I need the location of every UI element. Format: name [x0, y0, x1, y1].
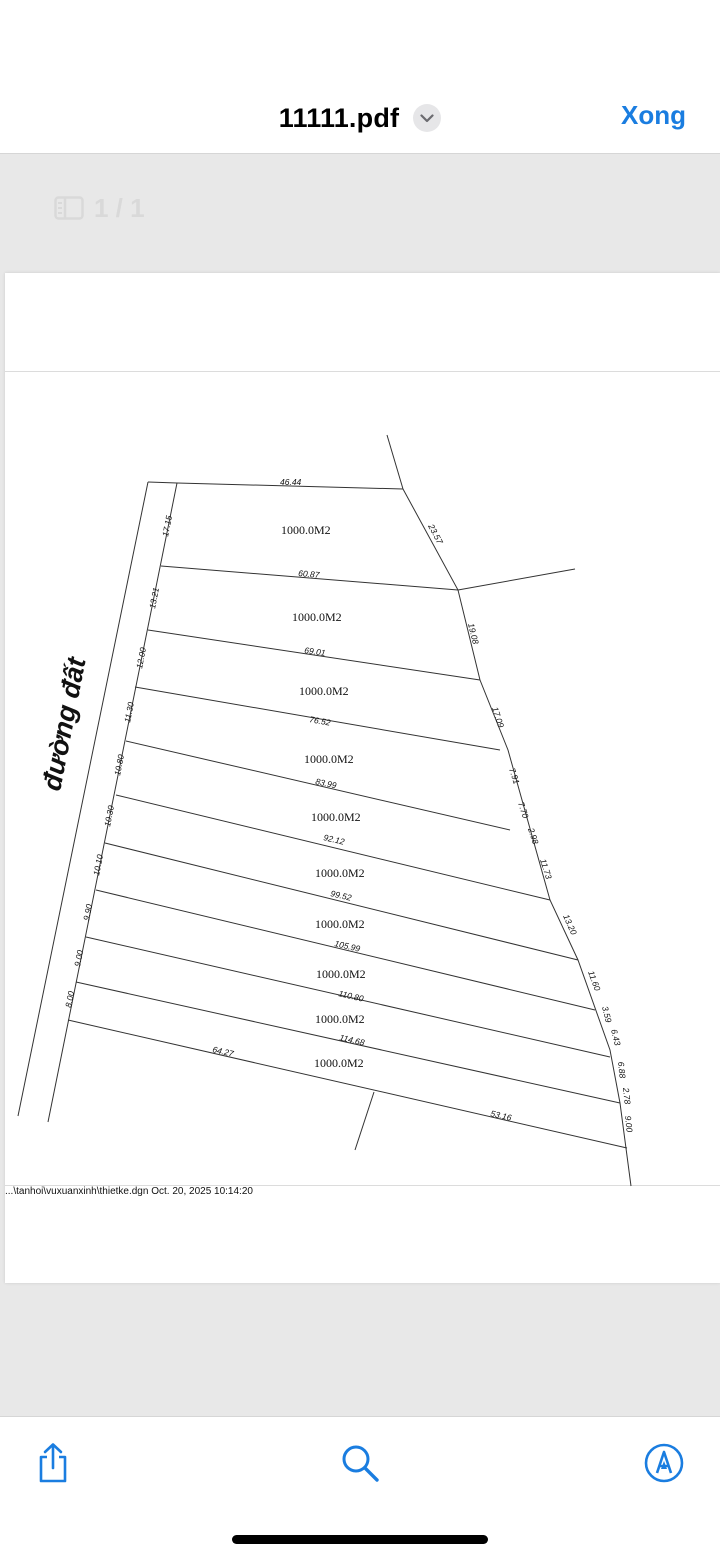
road-edge-top — [148, 482, 177, 483]
length-label: 83.99 — [314, 776, 338, 791]
road-label: đường đất — [36, 655, 92, 794]
length-label: 2.98 — [526, 826, 541, 846]
road-edge-outer — [18, 482, 148, 1116]
area-label: 1000.0M2 — [292, 610, 342, 624]
length-label: 10.80 — [112, 753, 127, 777]
length-label: 23.57 — [426, 522, 446, 546]
length-label: 9.90 — [81, 903, 95, 922]
area-label: 1000.0M2 — [315, 917, 365, 931]
left-edge-length-labels — [63, 514, 174, 1008]
length-label: 10.10 — [91, 853, 106, 877]
length-label: 12.00 — [134, 646, 149, 670]
length-label: 3.59 — [600, 1005, 614, 1024]
length-label: 7.91 — [507, 766, 522, 786]
length-label: 60.87 — [297, 568, 320, 580]
file-path-footer: ...\tanhoi\vuxuanxinh\thietke.dgn Oct. 20, 2025 10:14:20 — [5, 1186, 253, 1197]
search-icon — [340, 1443, 380, 1483]
length-label: 9.00 — [623, 1115, 635, 1133]
page-number: 1 / 1 — [94, 192, 145, 223]
area-label: 1000.0M2 — [299, 684, 349, 698]
right-edge-length-labels — [426, 521, 635, 1133]
length-label: 76.52 — [308, 714, 332, 728]
length-label: 19.08 — [466, 622, 481, 646]
length-label: 7.70 — [516, 800, 531, 820]
area-label: 1000.0M2 — [315, 866, 365, 880]
right-boundary — [403, 489, 631, 1186]
length-label: 10.30 — [102, 804, 117, 828]
length-label: 11.30 — [122, 701, 136, 724]
length-label: 6.43 — [609, 1028, 623, 1047]
area-label: 1000.0M2 — [315, 1012, 365, 1026]
share-icon — [35, 1442, 71, 1484]
area-label: 1000.0M2 — [304, 752, 354, 766]
length-label: 99.52 — [329, 888, 353, 903]
length-label: 114.68 — [338, 1032, 366, 1048]
share-button[interactable] — [31, 1441, 75, 1485]
length-label: 69.01 — [303, 645, 327, 658]
length-label: 9.00 — [72, 949, 86, 968]
length-label: 105.99 — [333, 938, 362, 954]
length-label: 8.00 — [63, 990, 77, 1009]
done-button[interactable]: Xong — [621, 100, 686, 130]
length-label: 53.16 — [489, 1108, 513, 1123]
road-edge-inner — [48, 483, 177, 1122]
area-label: 1000.0M2 — [281, 523, 331, 537]
length-label: 64.27 — [211, 1044, 235, 1059]
length-label: 46.44 — [280, 477, 302, 487]
length-label: 6.88 — [616, 1061, 628, 1079]
length-label: 17.15 — [160, 514, 175, 538]
search-button[interactable] — [338, 1441, 382, 1485]
length-label: 2.78 — [621, 1087, 633, 1105]
document-title[interactable]: 11111.pdf — [278, 102, 400, 133]
area-label: 1000.0M2 — [311, 810, 361, 824]
length-label: 11.73 — [538, 857, 554, 881]
area-labels — [281, 523, 366, 1070]
area-label: 1000.0M2 — [314, 1056, 364, 1070]
length-label: 13.20 — [561, 912, 579, 937]
length-label: 17.09 — [490, 705, 507, 729]
bottom-spur — [355, 1092, 374, 1150]
home-indicator[interactable] — [232, 1535, 488, 1544]
length-label: 13.21 — [147, 586, 162, 610]
top-extension — [387, 435, 403, 489]
area-label: 1000.0M2 — [316, 967, 366, 981]
length-label: 92.12 — [322, 832, 346, 847]
length-label: 11.60 — [586, 969, 603, 993]
length-label: 110.80 — [337, 988, 365, 1004]
markup-icon — [643, 1442, 685, 1484]
right-side-line — [458, 569, 575, 590]
markup-button[interactable] — [642, 1441, 686, 1485]
